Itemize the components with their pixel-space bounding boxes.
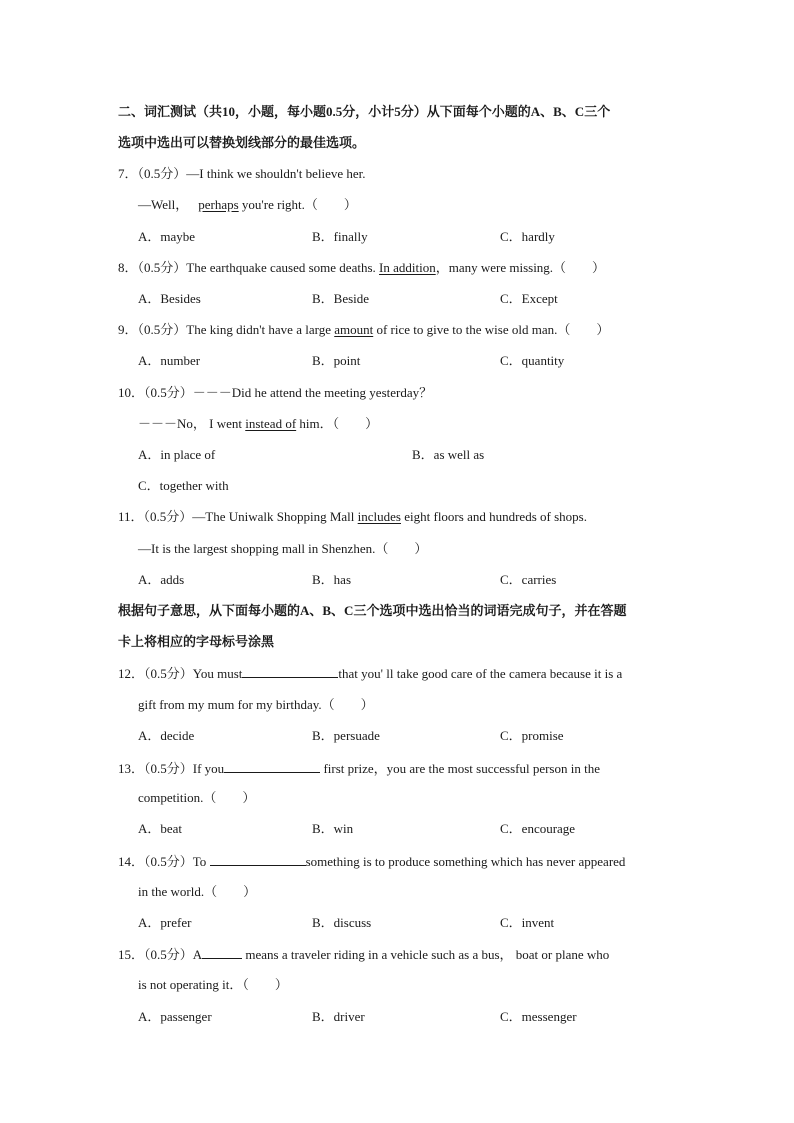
question-text: －－－Did he attend the meeting yesterday？ bbox=[192, 385, 433, 400]
question-number: 14．（0.5分） bbox=[118, 854, 193, 869]
question-text: －－－No， I went bbox=[138, 416, 246, 431]
question-number: 11．（0.5分） bbox=[118, 509, 193, 524]
question-text: If you bbox=[192, 761, 225, 776]
answer-blank[interactable] bbox=[210, 853, 306, 866]
question-11-line2: —It is the largest shopping mall in Shenzhen.（ ） bbox=[138, 541, 428, 556]
answer-blank[interactable] bbox=[242, 665, 338, 678]
question-text: The king didn't have a large bbox=[186, 322, 335, 337]
option-b[interactable]: B．Beside bbox=[312, 291, 370, 306]
answer-blank[interactable] bbox=[202, 946, 242, 959]
question-14-line2: in the world.（ ） bbox=[138, 884, 257, 899]
option-a[interactable]: A．adds bbox=[138, 572, 185, 587]
question-12-line2: gift from my mum for my birthday.（ ） bbox=[138, 697, 374, 712]
option-c[interactable]: C．encourage bbox=[500, 821, 576, 836]
question-text: you're right.（ ） bbox=[238, 197, 357, 212]
option-b[interactable]: B．finally bbox=[312, 229, 368, 244]
question-number: 7．（0.5分） bbox=[118, 166, 187, 181]
option-b[interactable]: B．discuss bbox=[312, 915, 372, 930]
option-c[interactable]: C．hardly bbox=[500, 229, 555, 244]
option-c[interactable]: C．carries bbox=[500, 572, 557, 587]
question-text: —I think we shouldn't believe her. bbox=[186, 166, 366, 181]
option-a[interactable]: A．decide bbox=[138, 728, 195, 743]
question-text: —Well， bbox=[138, 197, 189, 212]
question-text: —The Uniwalk Shopping Mall bbox=[192, 509, 358, 524]
question-text: The earthquake caused some deaths. bbox=[186, 260, 380, 275]
section-heading-line2: 选项中选出可以替换划线部分的最佳选项。 bbox=[118, 135, 366, 150]
section-heading-line1: 二、词汇测试（共10，小题，每小题0.5分，小计5分）从下面每个小题的A、B、C三个 bbox=[118, 104, 611, 119]
underlined-word: In addition bbox=[379, 260, 436, 275]
option-b[interactable]: B．persuade bbox=[312, 728, 380, 743]
question-text: eight floors and hundreds of shops. bbox=[401, 509, 587, 524]
option-a[interactable]: A．number bbox=[138, 353, 201, 368]
option-c[interactable]: C．Except bbox=[500, 291, 558, 306]
option-a[interactable]: A．Besides bbox=[138, 291, 201, 306]
option-a[interactable]: A．maybe bbox=[138, 229, 196, 244]
option-c[interactable]: C．quantity bbox=[500, 353, 565, 368]
question-text: You must bbox=[192, 666, 243, 681]
question-10-line1 bbox=[118, 385, 432, 401]
question-text: To bbox=[192, 854, 210, 869]
underlined-word: perhaps bbox=[198, 197, 239, 212]
question-8-line1 bbox=[118, 260, 605, 276]
question-7-line2 bbox=[138, 197, 357, 213]
option-b[interactable]: B．driver bbox=[312, 1009, 365, 1024]
question-12-line1 bbox=[118, 665, 622, 682]
option-b[interactable]: B．has bbox=[312, 572, 352, 587]
question-text: that you' ll take good care of the camera because it is a bbox=[338, 666, 623, 681]
underlined-word: amount bbox=[334, 322, 374, 337]
question-13-line1 bbox=[118, 760, 600, 777]
option-c[interactable]: C．together with bbox=[138, 478, 229, 493]
option-b[interactable]: B．as well as bbox=[412, 447, 485, 462]
question-number: 9．（0.5分） bbox=[118, 322, 187, 337]
option-b[interactable]: B．win bbox=[312, 821, 354, 836]
section-heading-line1: 根据句子意思，从下面每小题的A、B、C三个选项中选出恰当的词语完成句子，并在答题 bbox=[118, 603, 627, 618]
question-text: ，many were missing.（ ） bbox=[435, 260, 606, 275]
option-c[interactable]: C．invent bbox=[500, 915, 555, 930]
question-number: 15．（0.5分） bbox=[118, 947, 193, 962]
option-a[interactable]: A．passenger bbox=[138, 1009, 212, 1024]
option-c[interactable]: C．messenger bbox=[500, 1009, 577, 1024]
option-a[interactable]: A．in place of bbox=[138, 447, 216, 462]
question-text: means a traveler riding in a vehicle such as a bus， boat or plane who bbox=[242, 947, 610, 962]
question-14-line1 bbox=[118, 853, 625, 870]
question-15-line1 bbox=[118, 946, 609, 963]
question-text: of rice to give to the wise old man.（ ） bbox=[373, 322, 610, 337]
question-number: 10．（0.5分） bbox=[118, 385, 193, 400]
question-number: 8．（0.5分） bbox=[118, 260, 187, 275]
option-a[interactable]: A．prefer bbox=[138, 915, 192, 930]
underlined-word: includes bbox=[357, 509, 401, 524]
question-text: him．（ ） bbox=[296, 416, 379, 431]
question-text: A bbox=[192, 947, 203, 962]
underlined-word: instead of bbox=[245, 416, 297, 431]
question-10-line2 bbox=[138, 416, 378, 432]
question-9-line1 bbox=[118, 322, 609, 338]
question-13-line2: competition.（ ） bbox=[138, 790, 256, 805]
section-heading-line2: 卡上将相应的字母标号涂黑 bbox=[118, 634, 275, 649]
question-number: 13．（0.5分） bbox=[118, 761, 193, 776]
option-c[interactable]: C．promise bbox=[500, 728, 564, 743]
question-11-line1 bbox=[118, 509, 587, 525]
option-a[interactable]: A．beat bbox=[138, 821, 183, 836]
question-text: first prize，you are the most successful person in the bbox=[320, 761, 600, 776]
question-number: 12．（0.5分） bbox=[118, 666, 193, 681]
question-15-line2: is not operating it．（ ） bbox=[138, 977, 288, 992]
question-7-line1 bbox=[118, 166, 366, 182]
answer-blank[interactable] bbox=[224, 760, 320, 773]
option-b[interactable]: B．point bbox=[312, 353, 361, 368]
question-text: something is to produce something which has never appeared bbox=[305, 854, 626, 869]
